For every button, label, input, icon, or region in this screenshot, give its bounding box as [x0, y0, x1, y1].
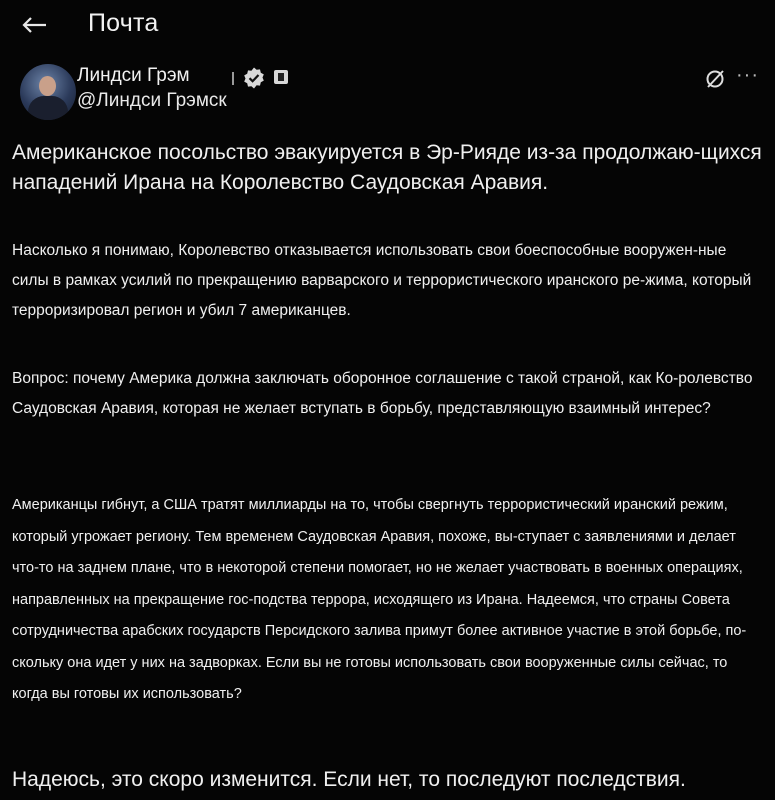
post-text-paragraph-5: Надеюсь, это скоро изменится. Если нет, то последуют последствия. [12, 768, 686, 791]
post-text-paragraph-1: Американское посольство эвакуируется в Эр-Рияде из-за продолжаю-щихся нападений Ирана на Королевство Саудовская Аравия. [12, 141, 762, 194]
avatar[interactable] [20, 64, 76, 120]
author-name[interactable]: Линдси Грэм [77, 65, 190, 86]
author-handle[interactable]: @Линдси Грэмск [77, 90, 227, 111]
top-bar [0, 0, 775, 52]
grok-icon[interactable] [704, 68, 726, 90]
more-options-icon[interactable]: ··· [736, 64, 759, 86]
verified-badge-icon [242, 66, 266, 90]
post-text-paragraph-4: Американцы гибнут, а США тратят миллиарды на то, чтобы свергнуть террористический иранский режим, который угрожает региону. Тем временем Саудовская Аравия, похоже, вы-ступает с заявлениями и делает что-то на заднем плане, что в некоторой степени помогает, но не желает участвовать в военных операциях, направленных на прекращение гос-подства террора, исходящего из Ирана. Надеемся, что страны Совета сотрудничества арабских государств Персидского залива примут более активное участие в этой борьбе, по-скольку она идет у них на задворках. Если вы не готовы использовать свои вооруженные силы сейчас, то когда вы готовы их использовать? [12, 497, 747, 702]
divider [232, 72, 234, 85]
arrow-left-icon[interactable] [16, 8, 56, 42]
post-text-paragraph-2: Насколько я понимаю, Королевство отказывается использовать свои боеспособные вооружен-ные силы в рамках усилий по прекращению варварского и террористического иранского ре-жима, который терроризировал регион и убил 7 американцев. [12, 242, 752, 319]
government-badge-icon [274, 70, 288, 84]
page-title: Почта [88, 9, 159, 37]
post-text-paragraph-3: Вопрос: почему Америка должна заключать оборонное соглашение с такой страной, как Ко-ролевство Саудовская Аравия, которая не желает вступать в борьбу, представляющую взаимный интерес? [12, 370, 753, 417]
post-author [14, 60, 774, 122]
